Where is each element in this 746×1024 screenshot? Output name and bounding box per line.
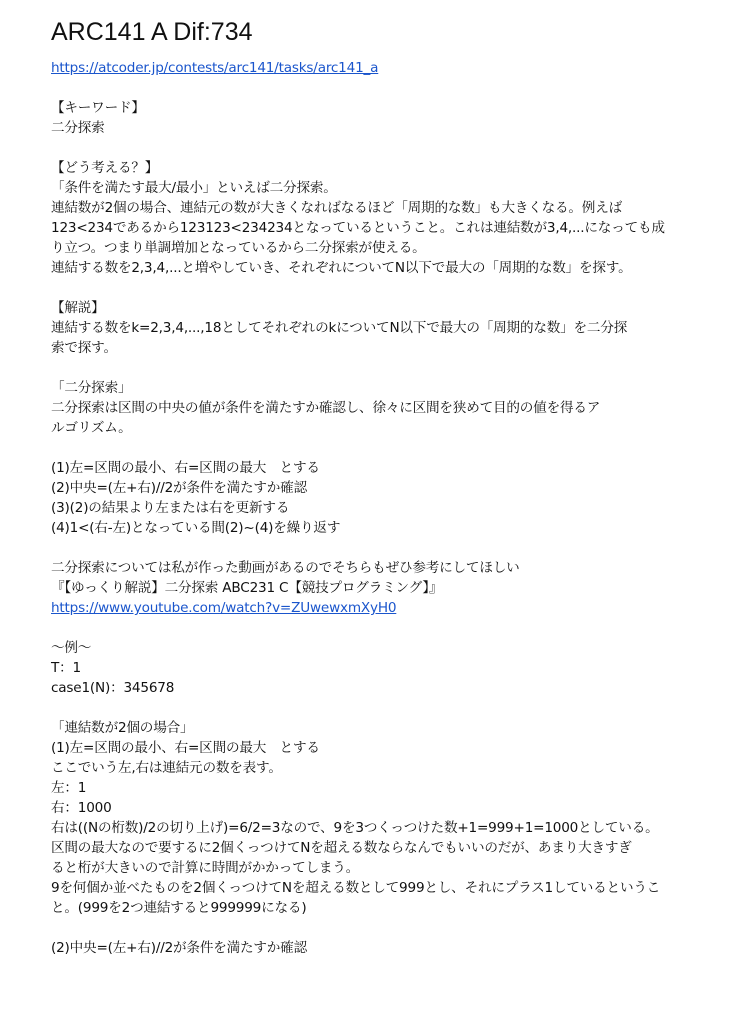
approach-line-2: 連結数が2個の場合、連結元の数が大きくなればなるほど「周期的な数」も大きくなる。例えば: [51, 200, 622, 216]
keyword-value: 二分探索: [51, 120, 105, 136]
document-page: [51, 14, 731, 958]
video-link-line: [51, 598, 731, 618]
explanation-heading: 【解説】: [51, 300, 105, 316]
approach-line-5: 連結する数を2,3,4,...と増やしていき、それぞれについてN以下で最大の「周期的な数」を探す。: [51, 260, 632, 276]
binary-search-line-2: ルゴリズム。: [51, 420, 132, 436]
spacer: [51, 538, 731, 558]
spacer: [51, 78, 731, 98]
spacer: [51, 358, 731, 378]
task-url-link[interactable]: https://atcoder.jp/contests/arc141/tasks/arc141_a: [51, 60, 379, 76]
explanation-line-2: 索で探す。: [51, 340, 117, 356]
video-note: 二分探索については私が作った動画があるのでそちらもぜひ参考にしてほしい: [51, 560, 520, 576]
example-detail-2: 区間の最大なので要するに2個くっつけてNを超える数ならなんでもいいのだが、あまり大きすぎ: [51, 840, 632, 856]
spacer: [51, 138, 731, 158]
example-t: T：1: [51, 660, 81, 676]
keyword-heading: 【キーワード】: [51, 100, 145, 116]
binary-search-heading: 「二分探索」: [51, 380, 132, 396]
example-note: ここでいう左,右は連結元の数を表す。: [51, 760, 282, 776]
approach-line-4: り立つ。つまり単調増加となっているから二分探索が使える。: [51, 240, 426, 256]
binary-search-step-1: (1)左=区間の最小、右=区間の最大 とする: [51, 460, 320, 476]
example-heading: ～例～: [51, 640, 92, 656]
example-step-2: (2)中央=(左+右)//2が条件を満たすか確認: [51, 940, 307, 956]
example-case: case1(N)：345678: [51, 680, 175, 696]
binary-search-step-4: (4)1<(右-左)となっている間(2)~(4)を繰り返す: [51, 520, 341, 536]
explanation-line-1: 連結する数をk=2,3,4,...,18としてそれぞれのkについてN以下で最大の「周期的な数」を二分探: [51, 320, 628, 336]
example-detail-4: 9を何個か並べたものを2個くっつけてNを超える数として999とし、それにプラス1しているというこ: [51, 880, 661, 896]
task-link-line: [51, 58, 731, 78]
binary-search-line-1: 二分探索は区間の中央の値が条件を満たすか確認し、徐々に区間を狭めて目的の値を得るア: [51, 400, 601, 416]
binary-search-step-3: (3)(2)の結果より左または右を更新する: [51, 500, 290, 516]
page-title: ARC141 A Dif:734: [51, 18, 253, 46]
example-detail-5: と。(999を2つ連結すると999999になる): [51, 900, 307, 916]
example-step-1: (1)左=区間の最小、右=区間の最大 とする: [51, 740, 320, 756]
example-right: 右：1000: [51, 800, 112, 816]
example-sub-heading: 「連結数が2個の場合」: [51, 720, 194, 736]
spacer: [51, 918, 731, 938]
spacer: [51, 438, 731, 458]
approach-heading: 【どう考える？】: [51, 160, 159, 176]
spacer: [51, 278, 731, 298]
approach-line-3: 123<234であるから123123<234234となっているということ。これは連結数が3,4,...になっても成: [51, 220, 665, 236]
approach-line-1: 「条件を満たす最大/最小」といえば二分探索。: [51, 180, 337, 196]
spacer: [51, 698, 731, 718]
binary-search-step-2: (2)中央=(左+右)//2が条件を満たすか確認: [51, 480, 307, 496]
example-left: 左：1: [51, 780, 87, 796]
video-url-link[interactable]: https://www.youtube.com/watch?v=ZUwewxmXyH0: [51, 600, 397, 616]
example-detail-3: ると桁が大きいので計算に時間がかかってしまう。: [51, 860, 360, 876]
video-title: 『【ゆっくり解説】二分探索 ABC231 C【競技プログラミング】』: [51, 580, 443, 596]
spacer: [51, 618, 731, 638]
example-detail-1: 右は((Nの桁数)/2の切り上げ)=6/2=3なので、9を3つくっつけた数+1=999+1=1000としている。: [51, 820, 659, 836]
